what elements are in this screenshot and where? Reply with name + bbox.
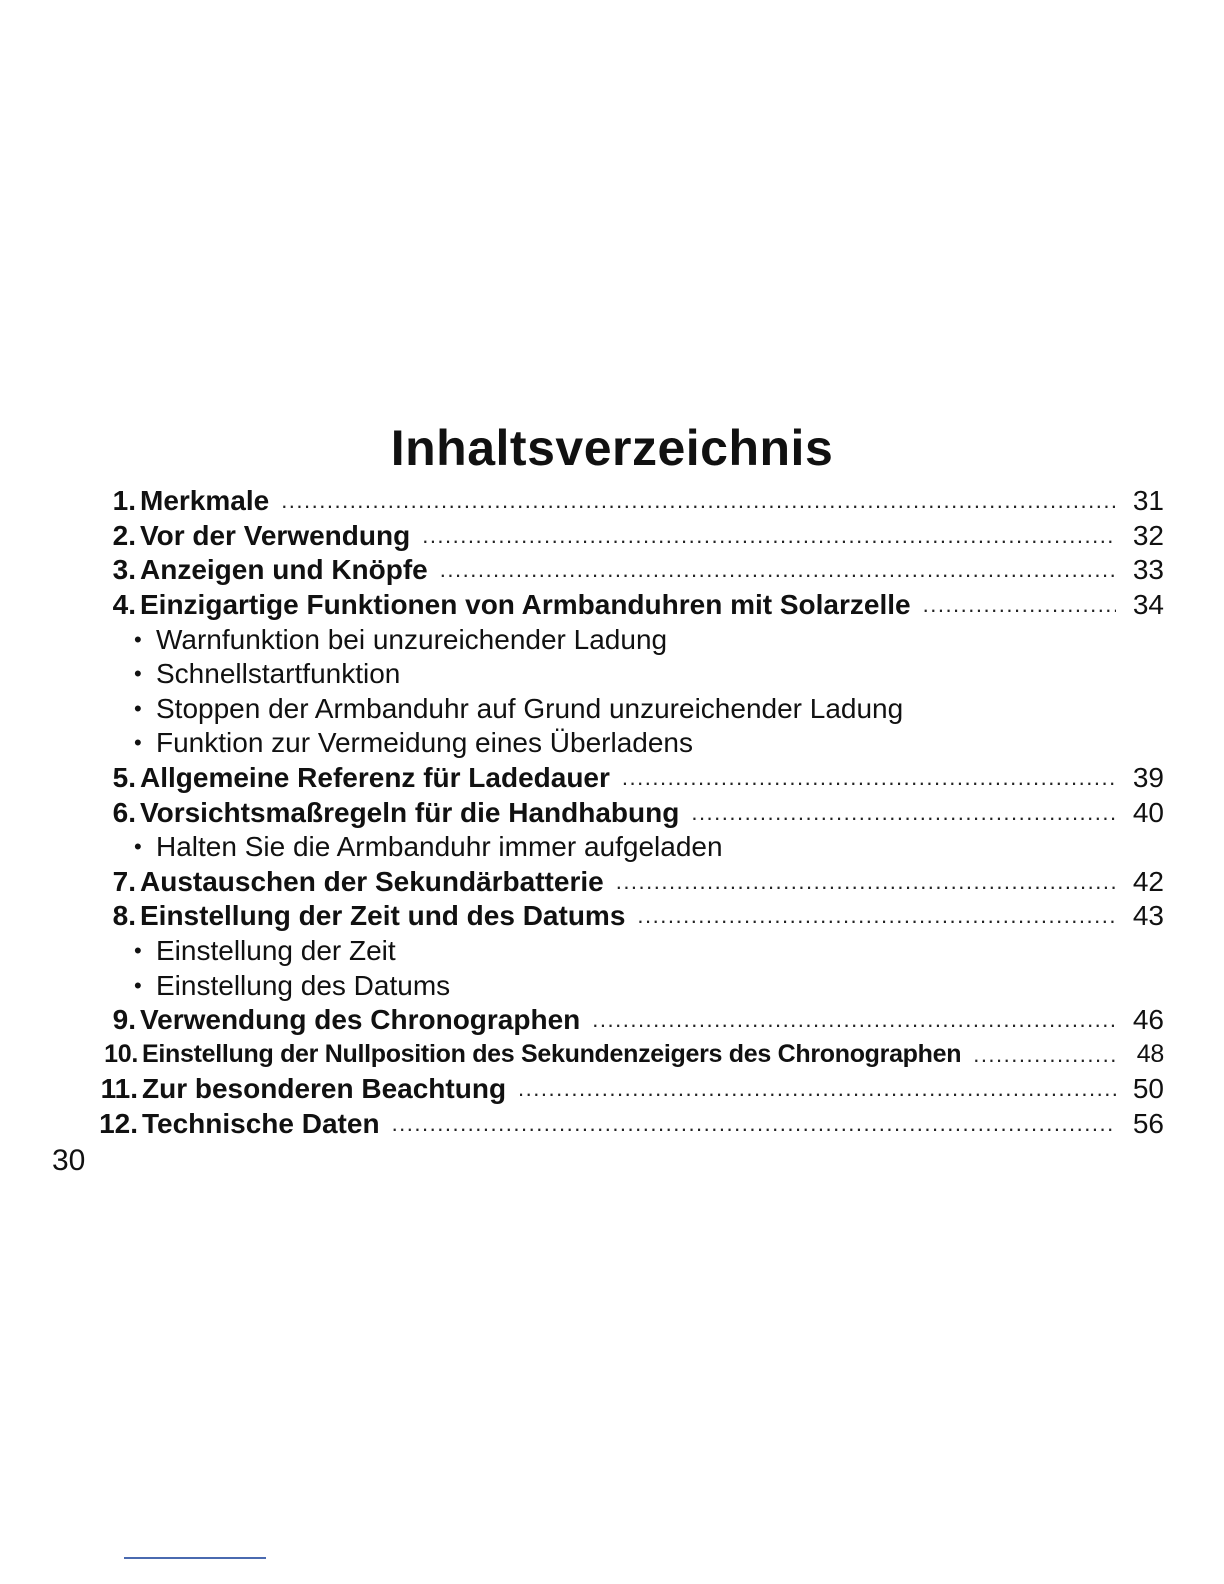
toc-entry-title: Einstellung der Nullposition des Sekundenzeigers des Chronographen — [142, 1040, 962, 1069]
toc-entry-title: Technische Daten — [142, 1107, 380, 1139]
toc-subentry[interactable] — [96, 692, 1164, 727]
dot-leader — [392, 1111, 1116, 1137]
toc-entry-number: 12. — [99, 1107, 138, 1139]
toc-entry-page: 34 — [1132, 589, 1164, 621]
dot-leader — [616, 869, 1116, 895]
toc-entry-title: Zur besonderen Beachtung — [142, 1073, 507, 1105]
dot-leader — [592, 1007, 1116, 1033]
toc-entry-title: Einstellung der Zeit und des Datums — [140, 900, 626, 932]
toc-entry-10[interactable] — [96, 1038, 1164, 1073]
toc-entry-page: 33 — [1132, 554, 1164, 586]
toc-entry-number: 8. — [112, 900, 136, 932]
toc-entry-number: 2. — [112, 519, 136, 551]
page-number: 30 — [52, 1144, 86, 1177]
toc-entry-2[interactable] — [96, 519, 1164, 554]
toc-entry-11[interactable] — [96, 1072, 1164, 1107]
dot-leader — [973, 1042, 1116, 1068]
toc-entry-7[interactable] — [96, 865, 1164, 900]
toc-entry-number: 4. — [112, 589, 136, 621]
toc-entry-6[interactable] — [96, 795, 1164, 830]
toc-entry-title: Verwendung des Chronographen — [140, 1004, 581, 1036]
dot-leader — [637, 903, 1116, 929]
dot-leader — [622, 765, 1116, 791]
page-title: Inhaltsverzeichnis — [390, 420, 834, 476]
toc-subentry[interactable] — [96, 968, 1164, 1003]
toc-entry-3[interactable] — [96, 553, 1164, 588]
toc-subentry[interactable] — [96, 657, 1164, 692]
toc-entry-number: 7. — [112, 865, 136, 897]
toc-subentry-title: Halten Sie die Armbanduhr immer aufgeladen — [156, 831, 723, 863]
toc-subentry-title: Einstellung der Zeit — [156, 935, 396, 967]
toc-entry-number: 10. — [104, 1040, 138, 1069]
toc-entry-title: Vor der Verwendung — [140, 519, 411, 551]
toc-subentry-title: Schnellstartfunktion — [156, 658, 401, 690]
toc-entry-9[interactable] — [96, 1003, 1164, 1038]
toc-subentry-title: Stoppen der Armbanduhr auf Grund unzureichender Ladung — [156, 692, 904, 724]
toc-subentry-title: Funktion zur Vermeidung eines Überladens — [156, 727, 693, 759]
toc-entry-title: Vorsichtsmaßregeln für die Handhabung — [140, 796, 680, 828]
toc-entry-page: 32 — [1132, 519, 1164, 551]
toc-entry-5[interactable] — [96, 761, 1164, 796]
toc-entry-number: 1. — [112, 485, 136, 517]
toc-subentry[interactable] — [96, 726, 1164, 761]
toc-entry-page: 46 — [1132, 1004, 1164, 1036]
toc-entry-page: 40 — [1132, 796, 1164, 828]
toc-subentry-title: Warnfunktion bei unzureichender Ladung — [156, 623, 668, 655]
table-of-contents — [96, 484, 1164, 1141]
bullet-icon: • — [134, 972, 142, 998]
toc-entry-page: 31 — [1132, 485, 1164, 517]
toc-subentry[interactable] — [96, 934, 1164, 969]
bullet-icon: • — [134, 661, 142, 687]
bullet-icon: • — [134, 626, 142, 652]
dot-leader — [518, 1076, 1116, 1102]
toc-subentry-title: Einstellung des Datums — [156, 969, 451, 1001]
toc-entry-number: 11. — [100, 1073, 138, 1105]
toc-entry-1[interactable] — [96, 484, 1164, 519]
dot-leader — [691, 800, 1116, 826]
toc-entry-title: Merkmale — [140, 485, 270, 517]
footer-rule — [124, 1557, 266, 1559]
dot-leader — [281, 488, 1116, 514]
toc-entry-page: 56 — [1132, 1107, 1164, 1139]
dot-leader — [440, 557, 1116, 583]
toc-entry-page: 50 — [1132, 1073, 1164, 1105]
toc-entry-title: Allgemeine Referenz für Ladedauer — [140, 762, 610, 794]
toc-entry-page: 42 — [1132, 865, 1164, 897]
toc-entry-number: 5. — [112, 762, 136, 794]
toc-subentry[interactable] — [96, 830, 1164, 865]
toc-entry-page: 39 — [1132, 762, 1164, 794]
toc-entry-number: 6. — [112, 796, 136, 828]
bullet-icon: • — [134, 730, 142, 756]
toc-entry-title: Einzigartige Funktionen von Armbanduhren mit Solarzelle — [140, 589, 911, 621]
toc-subentry[interactable] — [96, 622, 1164, 657]
toc-entry-number: 9. — [112, 1004, 136, 1036]
toc-entry-title: Austauschen der Sekundärbatterie — [140, 865, 604, 897]
toc-entry-4[interactable] — [96, 588, 1164, 623]
dot-leader — [422, 523, 1116, 549]
bullet-icon: • — [134, 695, 142, 721]
toc-entry-number: 3. — [112, 554, 136, 586]
bullet-icon: • — [134, 938, 142, 964]
toc-entry-title: Anzeigen und Knöpfe — [140, 554, 428, 586]
bullet-icon: • — [134, 834, 142, 860]
toc-entry-12[interactable] — [96, 1107, 1164, 1142]
dot-leader — [923, 592, 1116, 618]
toc-entry-8[interactable] — [96, 899, 1164, 934]
toc-entry-page: 48 — [1136, 1040, 1164, 1069]
toc-entry-page: 43 — [1132, 900, 1164, 932]
